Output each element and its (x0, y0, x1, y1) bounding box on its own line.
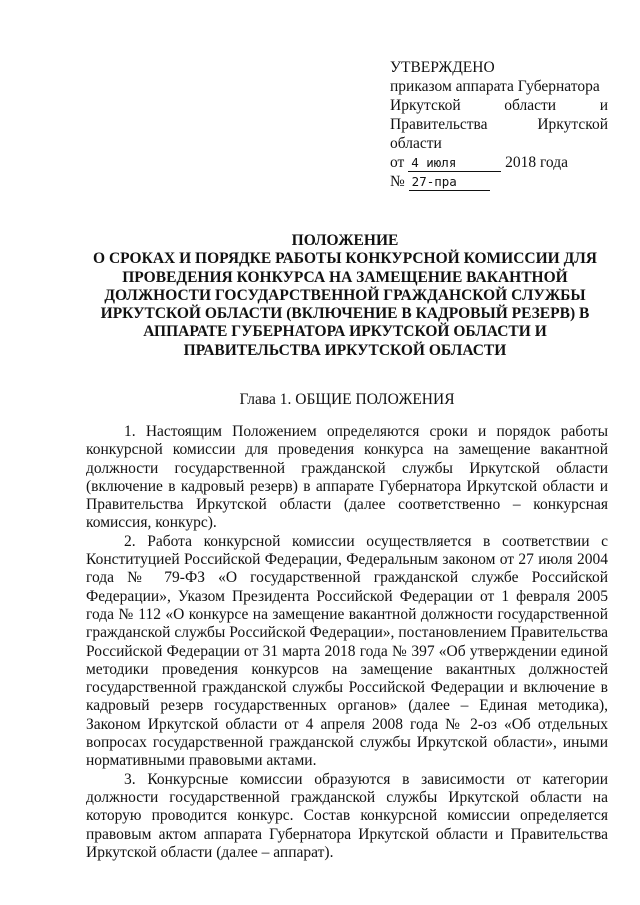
title-line: ПРАВИТЕЛЬСТВА ИРКУТСКОЙ ОБЛАСТИ (183, 341, 507, 359)
approval-line-2 (390, 96, 608, 115)
title-line: О СРОКАХ И ПОРЯДКЕ РАБОТЫ КОНКУРСНОЙ КОМИССИИ ДЛЯ (93, 250, 597, 268)
approval-heading: УТВЕРЖДЕНО (390, 59, 495, 76)
paragraph: 3. Конкурсные комиссии образуются в зависимости от категории должности государственной гражданской службы Иркутской области на которую проводится конкурс. Состав конкурсной комиссии определяется правовым актом аппарата Губернатора Иркутской области и Правительства Иркутской области (далее – аппарат). (86, 770, 608, 861)
title-line: ПОЛОЖЕНИЕ (291, 232, 399, 249)
number-sign: № (390, 173, 405, 190)
title-line: ДОЛЖНОСТИ ГОСУДАРСТВЕННОЙ ГРАЖДАНСКОЙ СЛУЖБЫ (104, 286, 586, 304)
document-title (80, 232, 610, 360)
chapter-heading: Глава 1. ОБЩИЕ ПОЛОЖЕНИЯ (239, 391, 455, 408)
approval-block (390, 58, 608, 191)
approval-line-3 (390, 115, 608, 134)
approval-word: Иркутской (537, 116, 608, 133)
title-line: АППАРАТЕ ГУБЕРНАТОРА ИРКУТСКОЙ ОБЛАСТИ И (143, 323, 547, 341)
approval-date-line (390, 153, 608, 172)
approval-word: области (504, 97, 557, 114)
title-line: ИРКУТСКОЙ ОБЛАСТИ (ВКЛЮЧЕНИЕ В КАДРОВЫЙ РЕЗЕРВ) В (100, 305, 590, 323)
approval-line-4: области (390, 135, 442, 152)
order-date-field: 4 июля (408, 155, 501, 172)
title-line: ПРОВЕДЕНИЯ КОНКУРСА НА ЗАМЕЩЕНИЕ ВАКАНТНОЙ (122, 268, 568, 286)
approval-word: и (599, 97, 608, 114)
approval-word: Иркутской (390, 97, 461, 114)
approval-line-1: приказом аппарата Губернатора (390, 78, 600, 95)
paragraph: 1. Настоящим Положением определяются сроки и порядок работы конкурсной комиссии для проведения конкурса на замещение вакантной должности государственной гражданской службы Иркутской области (включение в кадровый резерв) в аппарате Губернатора Иркутской области и Правительства Иркутской области (далее соответственно – конкурсная комиссия, конкурс). (86, 423, 608, 532)
document-body (86, 423, 608, 862)
approval-number-line (390, 172, 608, 191)
date-prefix: от (390, 154, 405, 171)
paragraph: 2. Работа конкурсной комиссии осуществляется в соответствии с Конституцией Российской Федерации, Федеральным законом от 27 июля 2004 года № 79-ФЗ «О государственной гражданской службе Российской Федерации», Указом Президента Российской Федерации от 1 февраля 2005 года № 112 «О конкурсе на замещение вакантной должности государственной гражданской службы Российской Федерации», постановлением Правительства Российской Федерации от 31 марта 2018 года № 397 «Об утверждении единой методики проведения конкурсов на замещение вакантных должностей государственной гражданской службы Российской Федерации и включение в кадровый резерв государственных органов» (далее – Единая методика), Законом Иркутской области от 4 апреля 2008 года № 2-оз «Об отдельных вопросах государственной гражданской службы Иркутской области», иными нормативными правовыми актами. (86, 532, 608, 770)
date-suffix: 2018 года (505, 154, 568, 171)
approval-word: Правительства (390, 116, 488, 133)
order-number-field: 27-пра (409, 174, 490, 191)
